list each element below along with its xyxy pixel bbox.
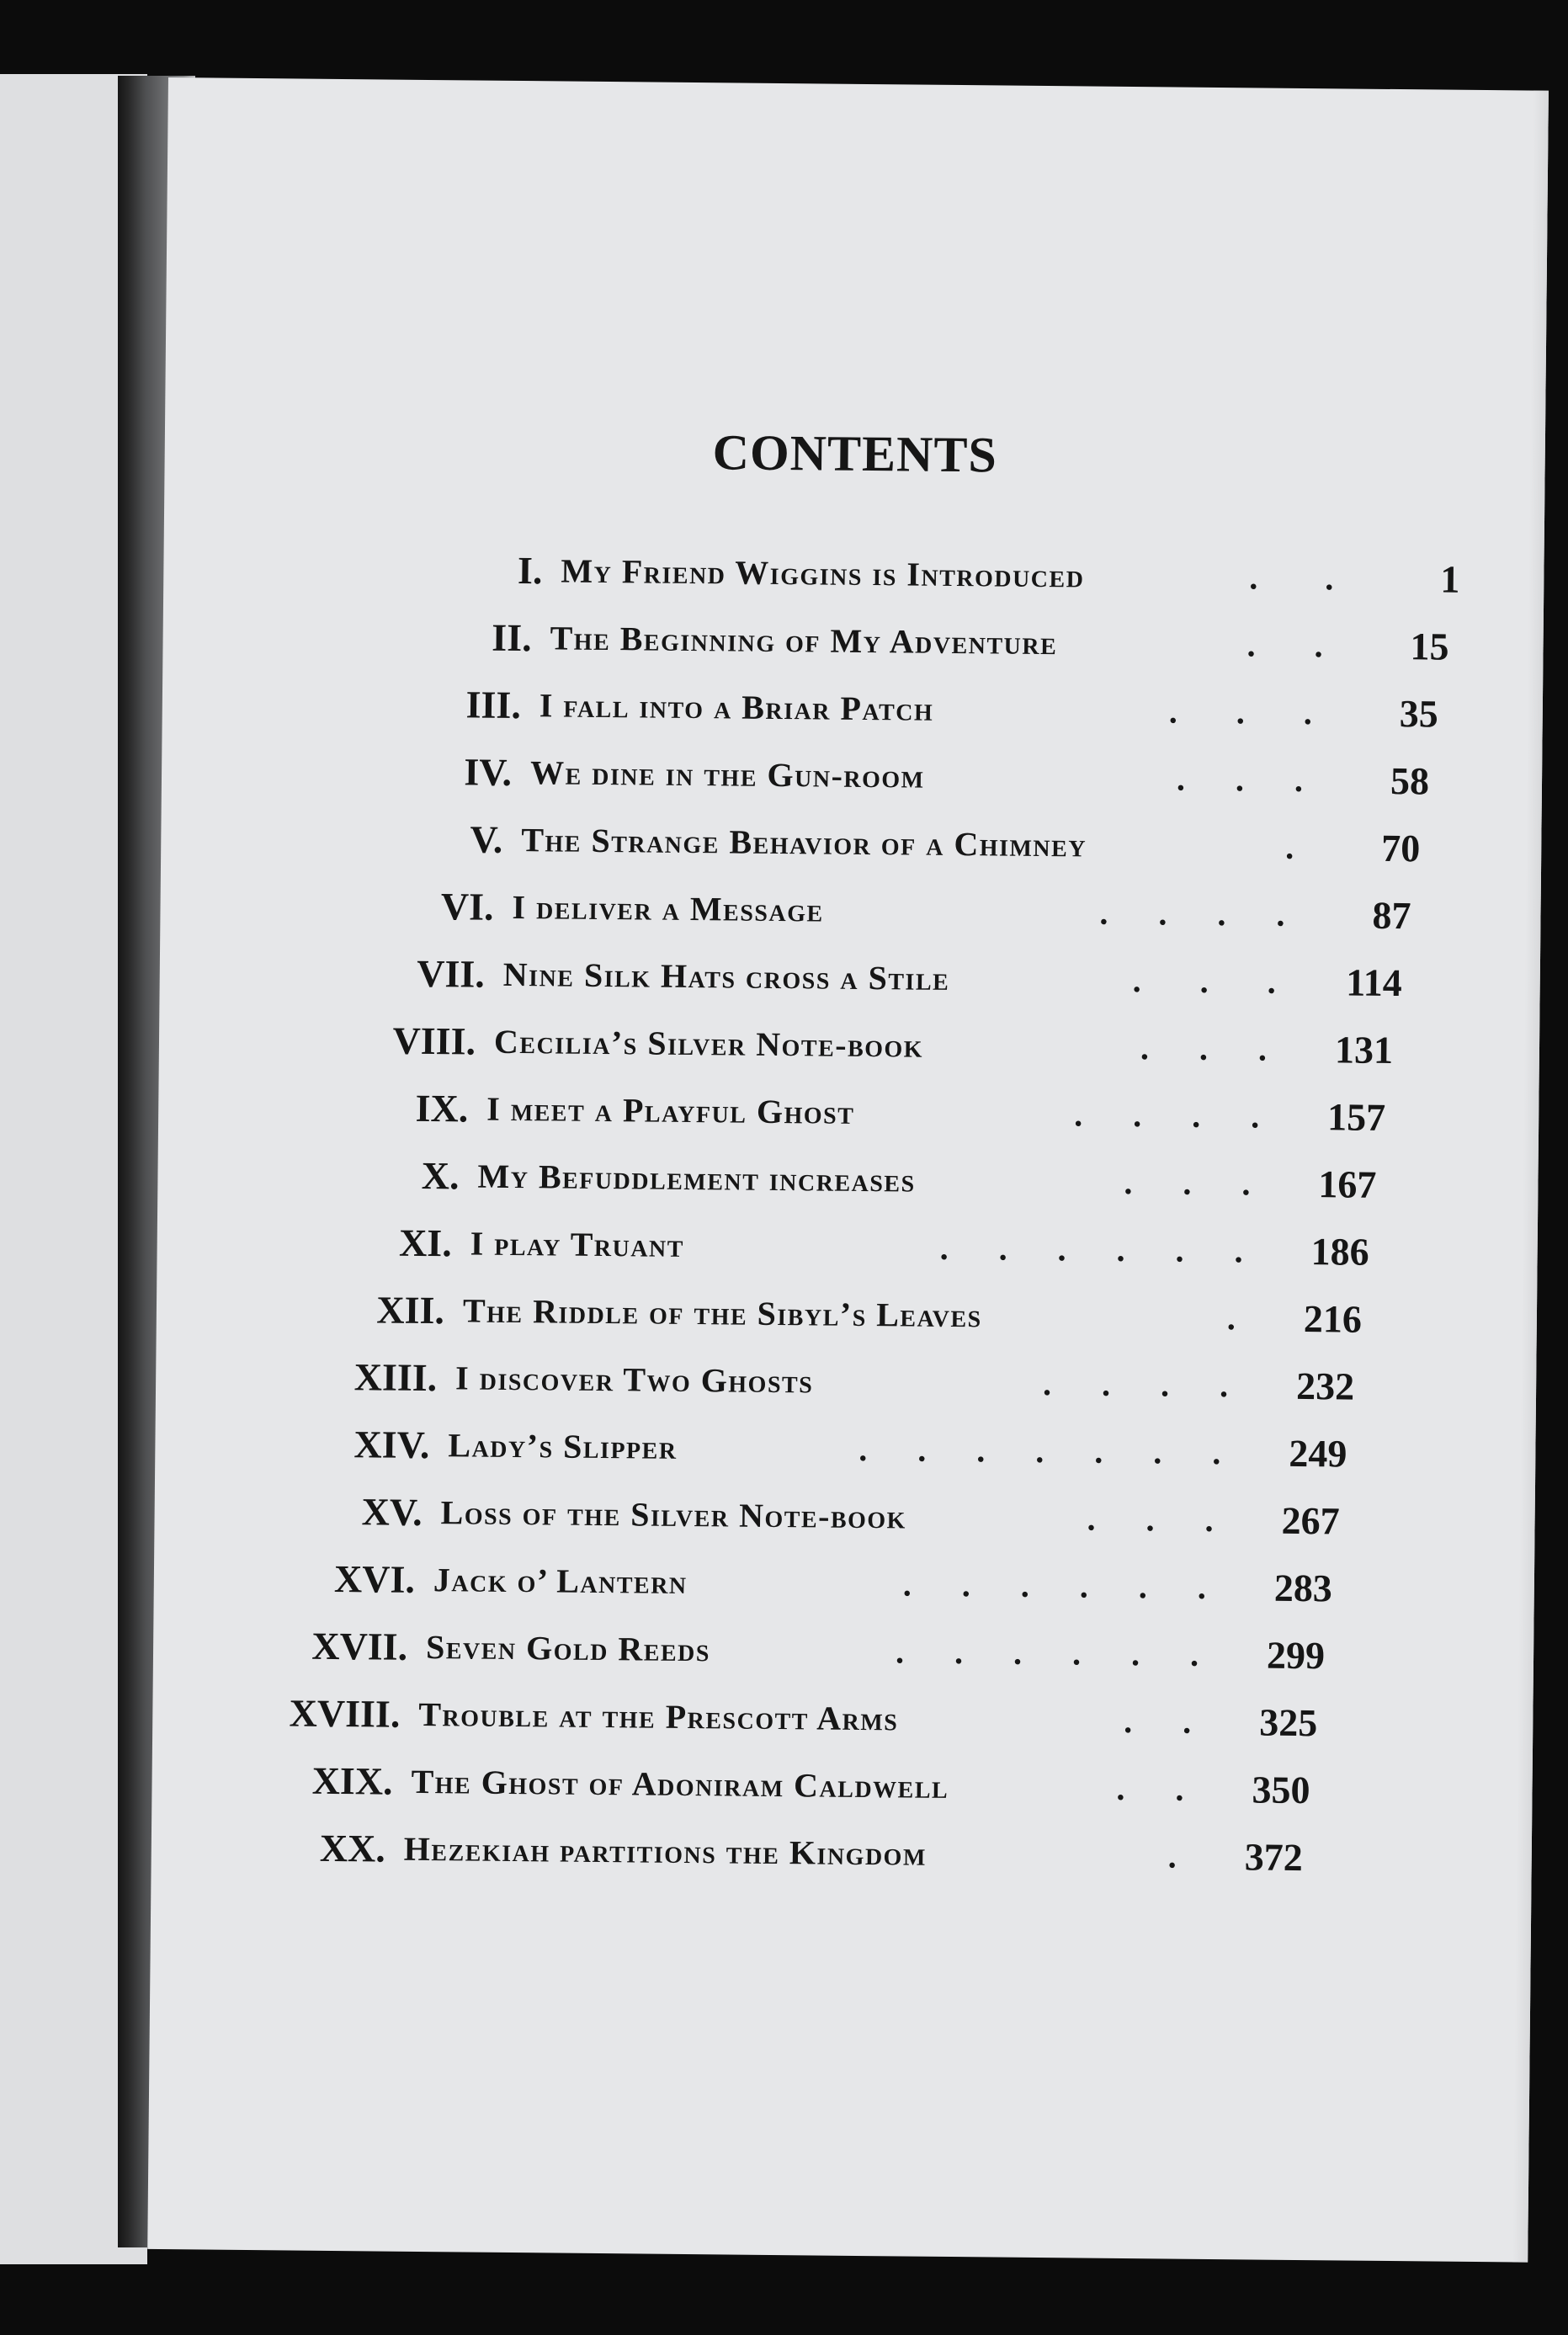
chapter-title: Nine Silk Hats cross a Stile <box>502 955 950 997</box>
chapter-title: Hezekiah partitions the Kingdom <box>403 1829 928 1873</box>
dot-leader: . . <box>1116 1769 1184 1808</box>
page-number: 232 <box>1295 1364 1355 1408</box>
chapter-title: We dine in the Gun-room <box>529 753 925 795</box>
page-number: 216 <box>1303 1297 1363 1341</box>
chapter-number: VIII. <box>392 1019 476 1063</box>
chapter-title: Loss of the Silver Note-book <box>440 1493 907 1536</box>
chapter-number: I. <box>517 549 543 593</box>
dot-leader: . . . . <box>1099 893 1285 933</box>
chapter-title: The Beginning of My Adventure <box>550 619 1058 662</box>
chapter-title: I play Truant <box>470 1224 685 1264</box>
chapter-number: IX. <box>415 1086 469 1130</box>
dot-leader: . . . <box>1087 1499 1214 1539</box>
chapter-number: V. <box>470 817 503 861</box>
chapter-number: XX. <box>319 1826 386 1870</box>
dot-leader: . . . <box>1124 1162 1251 1203</box>
page-number: 87 <box>1372 893 1411 938</box>
page-number: 325 <box>1259 1700 1318 1745</box>
chapter-title: My Friend Wiggins is Introduced <box>561 551 1085 595</box>
chapter-number: III. <box>465 683 522 727</box>
page-number: 372 <box>1244 1835 1304 1880</box>
chapter-number: XVIII. <box>289 1691 401 1736</box>
toc-entry <box>6 1811 1387 1892</box>
chapter-number: XI. <box>398 1221 452 1265</box>
chapter-title: Seven Gold Reeds <box>425 1628 711 1669</box>
chapter-number: X. <box>421 1153 460 1198</box>
page-number: 167 <box>1318 1162 1377 1206</box>
chapter-title: The Riddle of the Sibyl’s Leaves <box>462 1291 982 1335</box>
table-of-contents <box>151 534 1544 1894</box>
dot-leader: . . . . <box>1074 1095 1260 1136</box>
chapter-title: Lady’s Slipper <box>448 1426 678 1466</box>
page-number: 70 <box>1381 826 1421 870</box>
dot-leader: . . . <box>1132 961 1276 1001</box>
dot-leader: . . . <box>1168 692 1313 732</box>
page-number: 131 <box>1334 1028 1394 1072</box>
chapter-number: XVI. <box>333 1556 416 1601</box>
page-number: 267 <box>1281 1498 1340 1543</box>
chapter-title: I deliver a Message <box>512 887 824 929</box>
page-number: 157 <box>1326 1095 1386 1139</box>
dot-leader: . . . . . . <box>939 1228 1243 1270</box>
dot-leader: . <box>1167 1837 1177 1875</box>
chapter-number: II. <box>492 615 532 660</box>
dot-leader: . . <box>1124 1701 1192 1741</box>
page-number: 350 <box>1252 1768 1310 1812</box>
page-number: 15 <box>1410 625 1449 668</box>
chapter-number: XIV. <box>353 1423 430 1467</box>
chapter-title: The Strange Behavior of a Chimney <box>521 821 1087 864</box>
page-number: 114 <box>1346 960 1402 1005</box>
dot-leader: . . . . . . <box>895 1632 1199 1673</box>
chapter-title: I meet a Playful Ghost <box>486 1089 855 1131</box>
dot-leader: . . . . <box>1042 1364 1229 1405</box>
dot-leader: . <box>1285 827 1294 866</box>
page-number: 186 <box>1310 1230 1369 1274</box>
chapter-number: XIII. <box>353 1355 438 1400</box>
chapter-number: XIX. <box>311 1758 393 1803</box>
dot-leader: . . . . . . <box>902 1565 1207 1606</box>
page-number: 249 <box>1289 1431 1347 1476</box>
dot-leader: . . . <box>1176 759 1304 799</box>
page-number: 58 <box>1390 758 1430 803</box>
chapter-title: I fall into a Briar Patch <box>539 686 934 728</box>
chapter-title: Trouble at the Prescott Arms <box>418 1694 899 1738</box>
chapter-number: VI. <box>440 885 494 928</box>
page-number: 283 <box>1273 1566 1333 1610</box>
chapter-number: XV. <box>361 1490 423 1534</box>
dot-leader: . <box>1226 1299 1236 1338</box>
chapter-number: XII. <box>376 1288 445 1332</box>
page-number: 35 <box>1399 692 1439 736</box>
chapter-number: XVII. <box>311 1624 408 1668</box>
page-number: 1 <box>1440 557 1460 601</box>
chapter-number: IV. <box>464 750 513 794</box>
chapter-number: VII. <box>417 951 486 996</box>
dot-leader: . . . <box>1140 1029 1268 1068</box>
page-number: 299 <box>1266 1633 1326 1678</box>
chapter-title: Cecilia’s Silver Note-book <box>493 1022 924 1065</box>
contents-page <box>147 77 1549 2263</box>
dot-leader: . . <box>1246 625 1323 665</box>
chapter-title: I discover Two Ghosts <box>454 1359 814 1401</box>
dot-leader: . . <box>1249 558 1334 598</box>
dot-leader: . . . . . . . <box>858 1429 1221 1472</box>
chapter-title: The Ghost of Adoniram Caldwell <box>411 1762 949 1806</box>
page-title: CONTENTS <box>712 424 998 483</box>
chapter-title: My Befuddlement increases <box>477 1157 916 1199</box>
chapter-title: Jack o’ Lantern <box>433 1561 688 1602</box>
